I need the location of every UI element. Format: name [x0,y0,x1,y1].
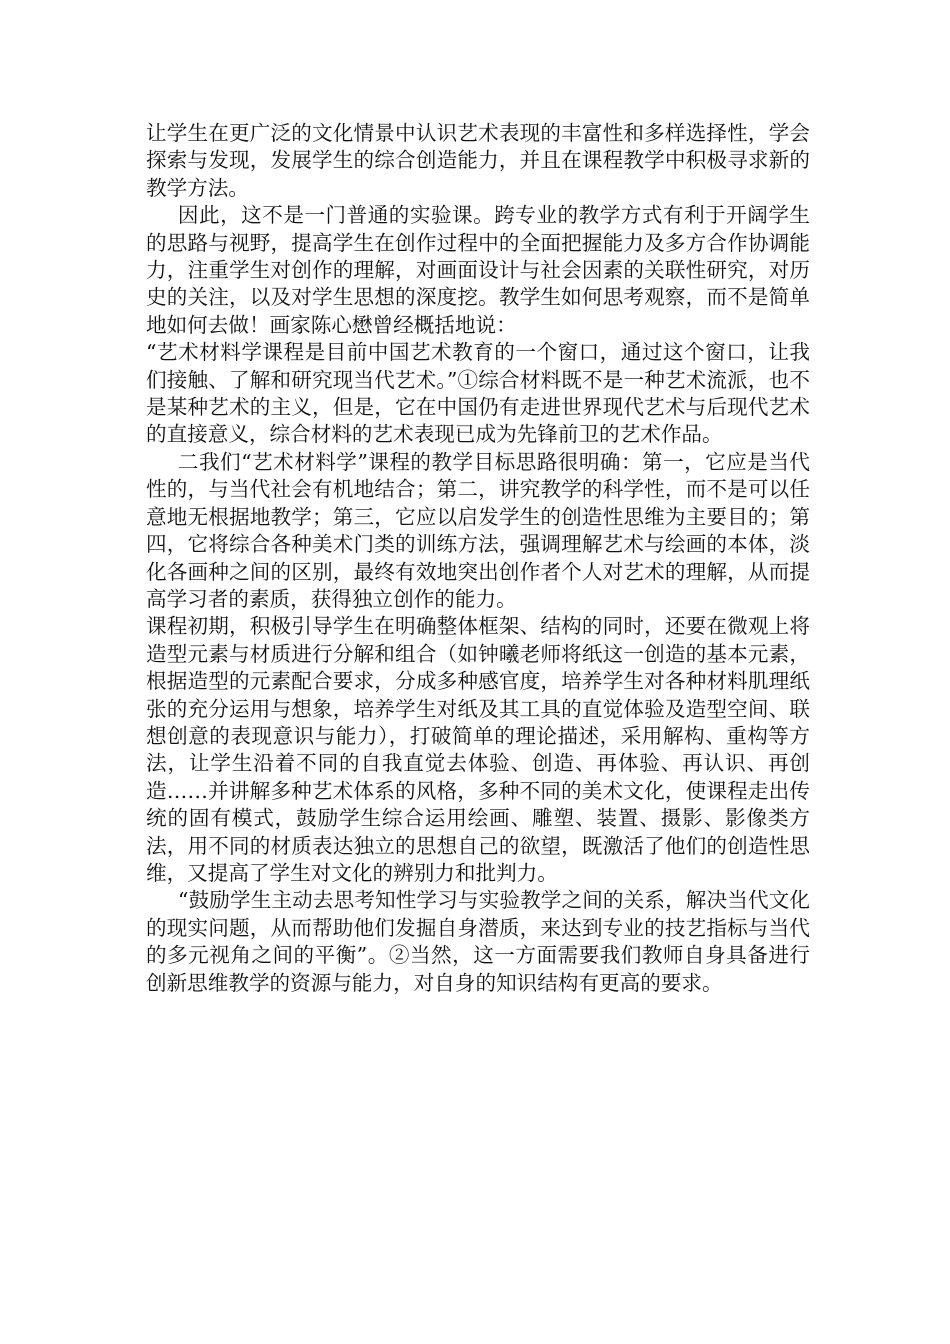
paragraph-4: 二我们“艺术材料学”课程的教学目标思路很明确：第一，它应是当代性的，与当代社会有机地结合；第二，讲究教学的科学性，而不是可以任意地无根据地教学；第三，它应以启发学生的创造性思维为主要目的；第四，它将综合各种美术门类的训练方法，强调理解艺术与绘画的本体，淡化各画种之间的区别，最终有效地突出创作者个人对艺术的理解，从而提高学习者的素质，获得独立创作的能力。 [146,449,810,611]
paragraph-6: “鼓励学生主动去思考知性学习与实验教学之间的关系，解决当代文化的现实问题，从而帮助他们发掘自身潜质，来达到专业的技艺指标与当代的多元视角之间的平衡”。②当然，这一方面需要我们教师自身具备进行创新思维教学的资源与能力，对自身的知识结构有更高的要求。 [146,888,810,995]
paragraph-2: 因此，这不是一门普通的实验课。跨专业的教学方式有利于开阔学生的思路与视野，提高学生在创作过程中的全面把握能力及多方合作协调能力，注重学生对创作的理解，对画面设计与社会因素的关联性研究，对历史的关注，以及对学生思想的深度挖。教学生如何思考观察，而不是简单地如何去做！画家陈心懋曾经概括地说： [146,203,810,337]
paragraph-3: “艺术材料学课程是目前中国艺术教育的一个窗口，通过这个窗口，让我们接触、了解和研究现当代艺术。”①综合材料既不是一种艺术流派，也不是某种艺术的主义，但是，它在中国仍有走进世界现代艺术与后现代艺术的直接意义，综合材料的艺术表现已成为先锋前卫的艺术作品。 [146,340,810,447]
paragraph-5: 课程初期，积极引导学生在明确整体框架、结构的同时，还要在微观上将造型元素与材质进行分解和组合（如钟曦老师将纸这一创造的基本元素，根据造型的元素配合要求，分成多种感官度，培养学生对各种材料肌理纸张的充分运用与想象，培养学生对纸及其工具的直觉体验及造型空间、联想创意的表现意识与能力），打破简单的理论描述，采用解构、重构等方法，让学生沿着不同的自我直觉去体验、创造、再体验、再认识、再创造……并讲解多种艺术体系的风格，多种不同的美术文化，使课程走出传统的固有模式，鼓励学生综合运用绘画、雕塑、装置、摄影、影像类方法，用不同的材质表达独立的思想自己的欲望，既激活了他们的创造性思维，又提高了学生对文化的辨别力和批判力。 [146,614,810,885]
document-body [146,120,810,997]
paragraph-1: 让学生在更广泛的文化情景中认识艺术表现的丰富性和多样选择性，学会探索与发现，发展学生的综合创造能力，并且在课程教学中积极寻求新的教学方法。 [146,121,810,200]
